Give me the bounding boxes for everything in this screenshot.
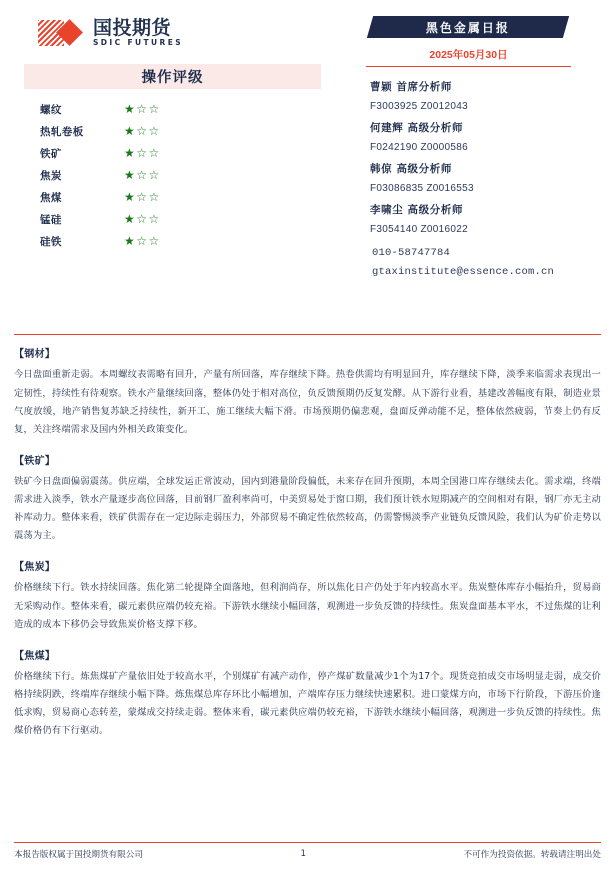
report-title: 黑色金属日报 bbox=[425, 20, 510, 35]
report-section bbox=[14, 345, 601, 439]
rating-row bbox=[40, 120, 344, 142]
sdic-logo-icon bbox=[38, 20, 86, 46]
brand-logo bbox=[38, 16, 344, 50]
footer-disclaimer: 不可作为投资依据。转载请注明出处 bbox=[463, 850, 601, 860]
brand-name-en: SDIC FUTURES bbox=[93, 38, 184, 48]
section-body: 今日盘面重新走弱。本周螺纹表需略有回升，产量有所回落，库存继续下降。热卷供需均有明显回升，库存继续下降，淡季来临需求表现出一定韧性，持续性有待观察。铁水产量继续回落，整体仍处于相对高位，负反馈预期仍反复发酵。从下游行业看，基建改善幅度有限，制造业景气度放缓，地产销售复苏缺乏持续性，新开工、施工继续大幅下滑。市场预期仍偏悲观，盘面反弹动能不足，整体依然疲弱，节奏上仍有反复，关注终端需求及国内外相关政策变化。 bbox=[14, 369, 601, 435]
rating-row bbox=[40, 186, 344, 208]
brand-text bbox=[93, 19, 183, 47]
analyst-license-code: F3003925 Z0012043 bbox=[370, 101, 468, 112]
contact-email[interactable]: gtaxinstitute@essence.com.cn bbox=[372, 266, 555, 278]
rating-stars: ★☆☆ bbox=[124, 102, 161, 116]
rating-stars: ★☆☆ bbox=[124, 190, 161, 204]
rating-row bbox=[40, 208, 344, 230]
rating-product-name: 焦煤 bbox=[40, 191, 62, 204]
section-title: 【铁矿】 bbox=[14, 455, 56, 467]
analyst-list bbox=[356, 79, 601, 235]
analyst-license-code: F03086835 Z0016553 bbox=[370, 183, 474, 194]
footer-page-number: 1 bbox=[300, 849, 306, 859]
analyst-name: 曹颖 首席分析师 bbox=[370, 81, 452, 93]
rating-row bbox=[40, 164, 344, 186]
rating-stars: ★☆☆ bbox=[124, 212, 161, 226]
report-section bbox=[14, 647, 601, 741]
rating-stars: ★☆☆ bbox=[124, 146, 161, 160]
rating-stars: ★☆☆ bbox=[124, 124, 161, 138]
rating-row bbox=[40, 230, 344, 252]
analyst-name: 李啸尘 高级分析师 bbox=[370, 204, 464, 216]
rating-product-name: 热轧卷板 bbox=[40, 125, 84, 138]
rating-product-name: 锰硅 bbox=[40, 213, 62, 226]
rating-list bbox=[24, 98, 344, 252]
footer-copyright: 本报告版权属于国投期货有限公司 bbox=[14, 850, 143, 860]
section-body: 铁矿今日盘面偏弱震荡。供应端，全球发运正常波动，国内到港量阶段偏低，未来存在回升预期，本周全国港口库存继续去化。需求端，终端需求进入淡季，铁水产量逐步高位回落，目前钢厂盈利率尚可，中美贸易处于窗口期，我们预计铁水短期减产的空间相对有限，钢厂亦无主动补库动力。整体来看，铁矿供需存在一定边际走弱压力，外部贸易不确定性依然较高，仍需警惕淡季产业链负反馈风险，我们认为矿价走势以震荡为主。 bbox=[14, 475, 601, 542]
rating-stars: ★☆☆ bbox=[124, 234, 161, 248]
analyst-name: 韩倞 高级分析师 bbox=[370, 163, 452, 175]
rating-row bbox=[40, 98, 344, 120]
section-body: 价格继续下行。铁水持续回落。焦化第二轮提降全面落地，但利润尚存，所以焦化日产仍处于年内较高水平。焦炭整体库存小幅抬升，贸易商无采购动作。整体来看，碳元素供应端仍较充裕。下游铁水继续小幅回落，观测进一步负反馈的持续性。焦炭盘面基本平水，不过焦煤的让利造成的成本下移仍会导致焦炭价格支撑下移。 bbox=[14, 582, 601, 630]
rating-panel-title: 操作评级 bbox=[141, 70, 204, 86]
header-right-column bbox=[344, 16, 601, 285]
analyst-name: 何建辉 高级分析师 bbox=[370, 122, 464, 134]
analyst-license-code: F0242190 Z0000586 bbox=[370, 142, 468, 153]
report-section bbox=[14, 452, 601, 546]
rating-product-name: 硅铁 bbox=[40, 235, 62, 248]
section-title: 【焦炭】 bbox=[14, 562, 56, 574]
contact-block bbox=[356, 247, 601, 278]
report-title-banner bbox=[367, 16, 569, 38]
report-content bbox=[0, 335, 615, 740]
header-left-column bbox=[14, 16, 344, 252]
rating-product-name: 螺纹 bbox=[40, 103, 62, 116]
rating-product-name: 铁矿 bbox=[40, 147, 62, 160]
page-footer bbox=[14, 842, 601, 860]
section-title: 【焦煤】 bbox=[14, 650, 56, 662]
brand-name-cn: 国投期货 bbox=[93, 17, 172, 40]
report-header bbox=[0, 0, 615, 330]
rating-stars: ★☆☆ bbox=[124, 168, 161, 182]
rating-product-name: 焦炭 bbox=[40, 169, 62, 182]
report-section bbox=[14, 558, 601, 633]
section-title: 【钢材】 bbox=[14, 349, 56, 361]
rating-row bbox=[40, 142, 344, 164]
contact-phone: 010-58747784 bbox=[372, 247, 451, 259]
section-body: 价格继续下行。炼焦煤矿产量依旧处于较高水平，个别煤矿有减产动作，停产煤矿数量减少1个为17个。现货竞拍成交市场明显走弱，成交价格持续阴跌，终端库存继续小幅下降。炼焦煤总库存环比小幅增加，产端库存压力继续快速累积。进口蒙煤方向，市场下行阶段，下游压价逢低求购，贸易商心态转差，蒙煤成交持续走弱。整体来看，碳元素供应端仍较充裕，下游铁水继续小幅回落，观测进一步负反馈的持续性。焦煤价格仍有下行驱动。 bbox=[14, 670, 601, 737]
analyst-license-code: F3054140 Z0016022 bbox=[370, 224, 468, 235]
rating-banner bbox=[24, 64, 321, 89]
report-date: 2025年05月30日 bbox=[366, 47, 571, 67]
